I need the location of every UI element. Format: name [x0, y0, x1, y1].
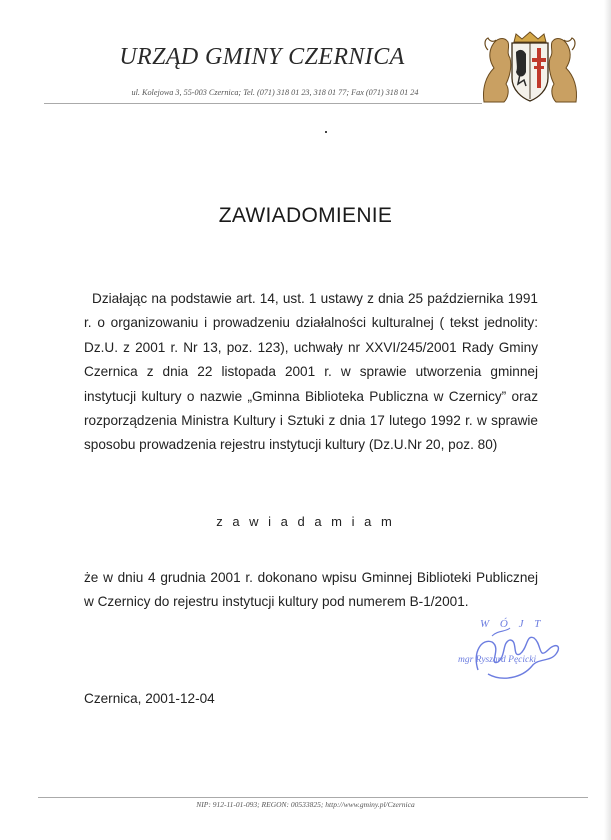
- scan-edge: [604, 0, 611, 840]
- notify-word: z a w i a d a m i a m: [216, 514, 395, 529]
- notice-text: że w dniu 4 grudnia 2001 r. dokonano wpisu Gminnej Biblioteki Publicznej w Czernicy do rejestru instytucji kultury pod numerem B-1/2001.: [84, 570, 538, 610]
- stamp-name: mgr Ryszard Pęcicki: [458, 655, 537, 665]
- footer-info: NIP: 912-11-01-093; REGON: 00533825; http://www.gminy.pl/Czernica: [196, 800, 415, 809]
- place-and-date: Czernica, 2001-12-04: [84, 691, 215, 706]
- legal-basis-text: Działając na podstawie art. 14, ust. 1 ustawy z dnia 25 października 1991 r. o organizowaniu i prowadzeniu działalności kulturalnej ( tekst jednolity: Dz.U. z 2001 r. Nr 13, poz. 123), uchwały nr XXVI/245/2001 Rady Gminy Czernica z dnia 22 listopada 2001 r. w sprawie utworzenia gminnej instytucji kultury o nazwie „Gminna Biblioteka Publiczna w Czernicy” oraz rozporządzenia Ministra Kultury i Sztuki z dnia 17 lutego 1992 r. w sprawie sposobu prowadzenia rejestru instytucji kultury (Dz.U.Nr 20, poz. 80): [84, 291, 538, 453]
- coat-of-arms-icon: [480, 28, 580, 104]
- document-title: ZAWIADOMIENIE: [218, 204, 393, 227]
- footer-divider: [38, 797, 588, 798]
- stamp-role: W Ó J T: [480, 618, 545, 630]
- stray-mark: [325, 131, 327, 133]
- signature-stamp: [452, 612, 592, 692]
- header-divider: [44, 103, 482, 104]
- legal-basis-paragraph: [84, 287, 538, 458]
- office-address: ul. Kolejowa 3, 55-003 Czernica; Tel. (071) 318 01 23, 318 01 77; Fax (071) 318 01 24: [131, 88, 419, 97]
- office-title: URZĄD GMINY CZERNICA: [119, 44, 405, 70]
- notice-paragraph: [84, 566, 538, 615]
